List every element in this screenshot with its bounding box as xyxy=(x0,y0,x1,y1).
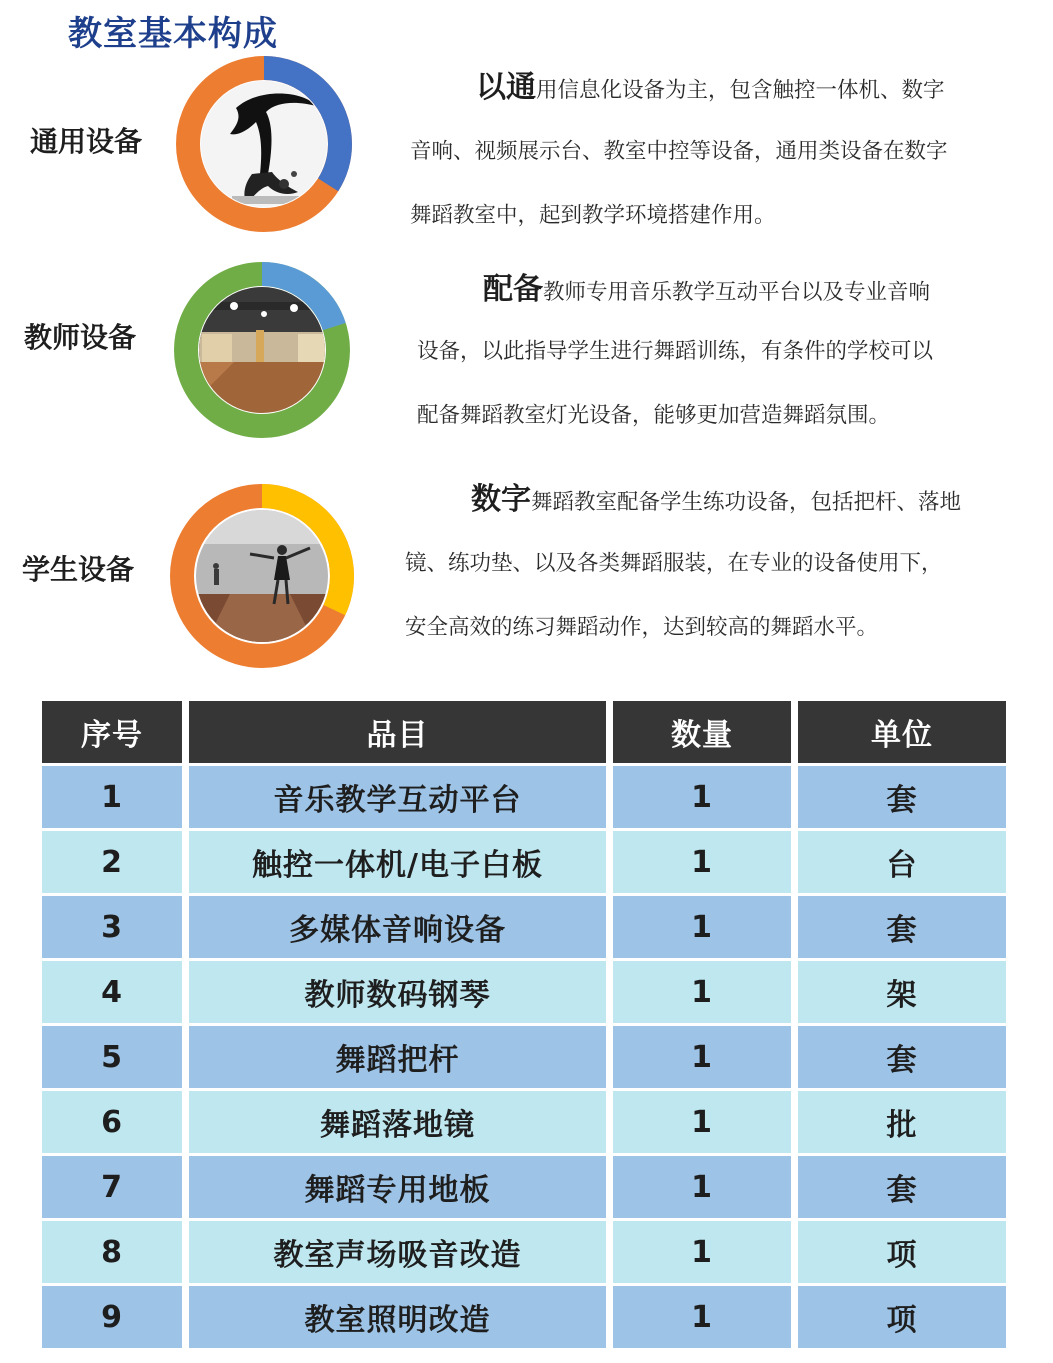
header-cell-quantity: 数量 xyxy=(613,701,791,763)
cell-item: 多媒体音响设备 xyxy=(189,896,606,958)
cell-item: 音乐教学互动平台 xyxy=(189,766,606,828)
cell-quantity: 1 xyxy=(613,1091,791,1153)
table-row xyxy=(42,831,1006,893)
table-row xyxy=(42,1026,1006,1088)
cell-index: 4 xyxy=(42,961,182,1023)
cell-unit: 项 xyxy=(798,1286,1006,1348)
cell-item: 舞蹈落地镜 xyxy=(189,1091,606,1153)
table-row xyxy=(42,961,1006,1023)
cell-index: 2 xyxy=(42,831,182,893)
ring-general xyxy=(176,56,352,232)
cell-item: 教师数码钢琴 xyxy=(189,961,606,1023)
section-desc-student: 数字舞蹈教室配备学生练功设备，包括把杆、落地 镜、练功垫、以及各类舞蹈服装，在专业的设备使用下， 安全高效的练习舞蹈动作，达到较高的舞蹈水平。 xyxy=(405,482,962,640)
section-desc-teacher: 配备教师专用音乐教学互动平台以及专业音响 设备，以此指导学生进行舞蹈训练，有条件的学校可以 配备舞蹈教室灯光设备，能够更加营造舞蹈氛围。 xyxy=(417,272,934,428)
cell-item: 教室照明改造 xyxy=(189,1286,606,1348)
cell-item: 教室声场吸音改造 xyxy=(189,1221,606,1283)
table-header-row xyxy=(42,701,1006,763)
header-cell-unit: 单位 xyxy=(798,701,1006,763)
section-label-general: 通用设备 xyxy=(30,125,143,158)
cell-index: 3 xyxy=(42,896,182,958)
lead-word: 配备 xyxy=(483,272,543,307)
ring-teacher xyxy=(174,262,350,438)
lead-word: 以通 xyxy=(476,70,536,105)
cell-unit: 套 xyxy=(798,896,1006,958)
cell-unit: 套 xyxy=(798,1026,1006,1088)
table-row xyxy=(42,896,1006,958)
cell-item: 舞蹈专用地板 xyxy=(189,1156,606,1218)
ring-student xyxy=(170,484,354,668)
cell-item: 触控一体机/电子白板 xyxy=(189,831,606,893)
cell-unit: 项 xyxy=(798,1221,1006,1283)
section-label-student: 学生设备 xyxy=(22,553,135,586)
cell-quantity: 1 xyxy=(613,1286,791,1348)
cell-index: 7 xyxy=(42,1156,182,1218)
cell-quantity: 1 xyxy=(613,896,791,958)
table-row xyxy=(42,1221,1006,1283)
cell-unit: 台 xyxy=(798,831,1006,893)
cell-index: 8 xyxy=(42,1221,182,1283)
cell-quantity: 1 xyxy=(613,1221,791,1283)
cell-unit: 套 xyxy=(798,1156,1006,1218)
section-label-teacher: 教师设备 xyxy=(24,321,137,354)
cell-index: 9 xyxy=(42,1286,182,1348)
cell-unit: 批 xyxy=(798,1091,1006,1153)
cell-unit: 套 xyxy=(798,766,1006,828)
table-row xyxy=(42,1286,1006,1348)
header-cell-index: 序号 xyxy=(42,701,182,763)
header-cell-item: 品目 xyxy=(189,701,606,763)
cell-quantity: 1 xyxy=(613,1156,791,1218)
cell-quantity: 1 xyxy=(613,831,791,893)
cell-index: 5 xyxy=(42,1026,182,1088)
page-title: 教室基本构成 xyxy=(68,14,278,54)
cell-item: 舞蹈把杆 xyxy=(189,1026,606,1088)
lead-word: 数字 xyxy=(471,482,531,517)
cell-quantity: 1 xyxy=(613,1026,791,1088)
section-desc-general: 以通用信息化设备为主，包含触控一体机、数字 音响、视频展示台、教室中控等设备，通用类设备在数字 舞蹈教室中，起到教学环境搭建作用。 xyxy=(410,70,948,228)
cell-index: 1 xyxy=(42,766,182,828)
cell-unit: 架 xyxy=(798,961,1006,1023)
cell-quantity: 1 xyxy=(613,961,791,1023)
table-row xyxy=(42,1156,1006,1218)
cell-quantity: 1 xyxy=(613,766,791,828)
cell-index: 6 xyxy=(42,1091,182,1153)
table-row xyxy=(42,766,1006,828)
table-row xyxy=(42,1091,1006,1153)
